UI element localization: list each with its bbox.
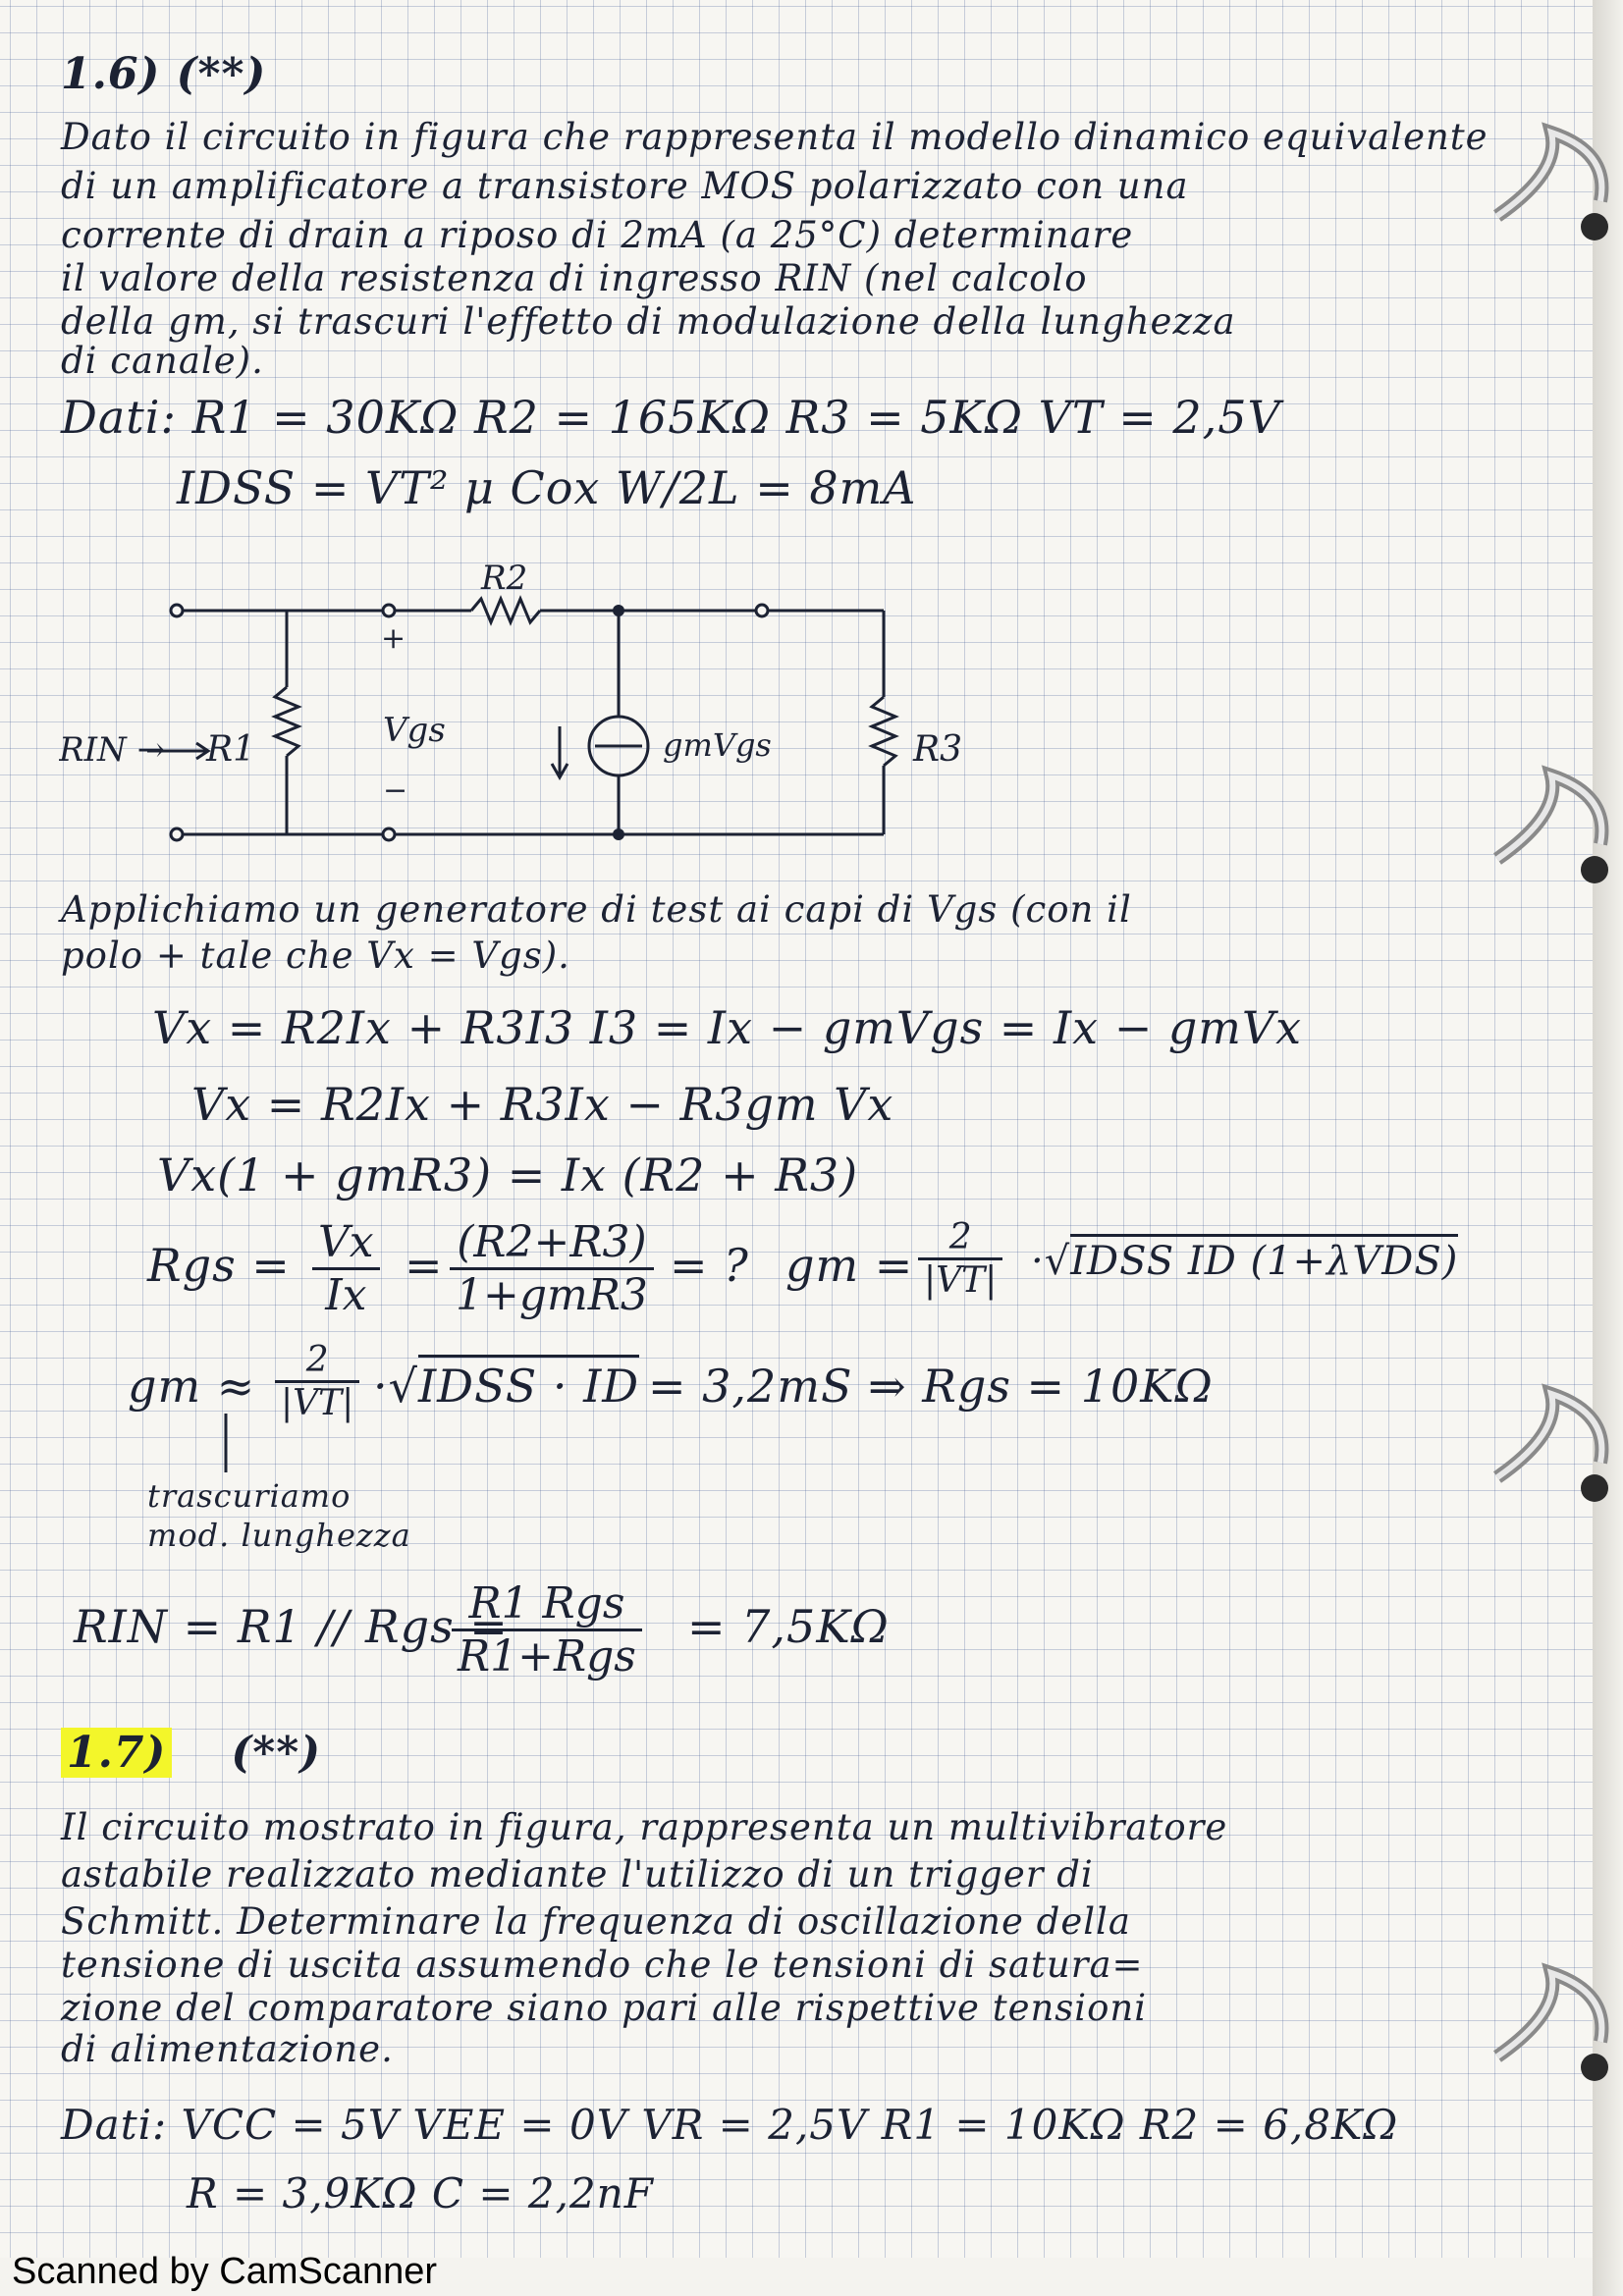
binder-ring-icon — [1492, 1953, 1620, 2101]
label-plus: + — [381, 621, 406, 656]
gm-sqrt: ·√IDSS ID (1+λVDS) — [1031, 1239, 1458, 1284]
rgs-fraction-2 — [450, 1217, 654, 1320]
note-line: trascuriamo — [147, 1477, 352, 1515]
sqrt-content: IDSS ID (1+λVDS) — [1070, 1234, 1458, 1284]
fraction-numerator: 2 — [918, 1217, 1002, 1260]
equation-2: Vx = R2Ix + R3Ix − R3gm Vx — [191, 1078, 894, 1131]
equation-1: Vx = R2Ix + R3I3 I3 = Ix − gmVgs = Ix − gmVx — [152, 1001, 1303, 1054]
intro-line: di canale). — [61, 340, 264, 382]
intro-line: zione del comparatore siano pari alle rispettive tensioni — [61, 1987, 1148, 2029]
intro-line: Il circuito mostrato in figura, rappresenta un multivibratore — [61, 1806, 1228, 1848]
annotation-line — [216, 1414, 236, 1482]
label-minus: − — [383, 774, 408, 808]
intro-line: astabile realizzato mediante l'utilizzo di un trigger di — [61, 1853, 1094, 1896]
data-line: Dati: VCC = 5V VEE = 0V VR = 2,5V R1 = 10KΩ R2 = 6,8KΩ — [61, 2101, 1399, 2149]
intro-line: di alimentazione. — [61, 2028, 394, 2070]
intro-line: Schmitt. Determinare la frequenza di oscillazione della — [61, 1900, 1131, 1943]
label-r2: R2 — [481, 559, 528, 598]
gm2-lhs: gm ≈ — [128, 1360, 256, 1413]
fraction-numerator: R1 Rgs — [452, 1578, 642, 1631]
page-edge — [1593, 0, 1623, 2296]
gm-fraction — [918, 1217, 1002, 1301]
fraction-denominator: 1+gmR3 — [456, 1270, 648, 1320]
label-vgs: Vgs — [383, 711, 446, 750]
method-line: Applichiamo un generatore di test ai capi di Vgs (con il — [61, 888, 1132, 931]
data-line: IDSS = VT² μ Cox W/2L = 8mA — [177, 461, 917, 514]
fraction-numerator: Vx — [312, 1217, 380, 1270]
fraction-denominator: Ix — [325, 1270, 367, 1320]
intro-line: Dato il circuito in figura che rappresenta il modello dinamico equivalente — [61, 116, 1488, 158]
problem-1-6-heading: 1.6) (**) — [61, 49, 267, 99]
intro-line: della gm, si trascuri l'effetto di modulazione della lunghezza — [61, 300, 1236, 343]
circuit-diagram — [59, 550, 1021, 864]
highlighted-heading: 1.7) — [61, 1728, 172, 1778]
rin-fraction — [452, 1578, 642, 1682]
gm2-fraction — [275, 1340, 359, 1423]
rin-lhs: RIN = R1 // Rgs = — [74, 1600, 509, 1653]
fraction-denominator: R1+Rgs — [458, 1631, 636, 1682]
note-line: mod. lunghezza — [147, 1517, 411, 1554]
difficulty-stars: (**) — [231, 1728, 322, 1778]
problem-1-7-heading — [61, 1728, 321, 1778]
intro-line: tensione di uscita assumendo che le tensioni di satura= — [61, 1944, 1144, 1986]
binder-ring-icon — [1492, 1374, 1620, 1522]
intro-line: corrente di drain a riposo di 2mA (a 25°C) determinare — [61, 214, 1134, 256]
gm-lhs: gm = — [785, 1239, 914, 1292]
sqrt-content: IDSS · ID — [418, 1355, 639, 1413]
label-r3: R3 — [913, 729, 963, 770]
label-rin: RIN → — [59, 730, 166, 770]
rgs-fraction — [312, 1217, 380, 1320]
label-r1: R1 — [206, 729, 256, 770]
rgs-lhs: Rgs = — [147, 1239, 291, 1292]
fraction-denominator: |VT| — [281, 1383, 354, 1423]
fraction-numerator: (R2+R3) — [450, 1217, 654, 1270]
intro-line: il valore della resistenza di ingresso RIN (nel calcolo — [61, 257, 1088, 299]
data-line: R = 3,9KΩ C = 2,2nF — [187, 2169, 654, 2217]
binder-ring-icon — [1492, 113, 1620, 260]
label-gm-source: gmVgs — [663, 726, 772, 764]
intro-line: di un amplificatore a transistore MOS polarizzato con una — [61, 165, 1189, 207]
scanner-watermark: Scanned by CamScanner — [12, 2251, 438, 2292]
fraction-denominator: |VT| — [924, 1260, 998, 1301]
equals-sign: = — [405, 1239, 444, 1292]
binder-ring-icon — [1492, 756, 1620, 903]
method-line: polo + tale che Vx = Vgs). — [61, 934, 570, 977]
question-mark: = ? — [670, 1239, 749, 1292]
rin-result: = 7,5KΩ — [687, 1600, 890, 1653]
fraction-numerator: 2 — [275, 1340, 359, 1383]
gm2-result: = 3,2mS ⇒ Rgs = 10KΩ — [648, 1360, 1214, 1413]
gm2-sqrt: ·√IDSS · ID — [373, 1360, 639, 1413]
equation-3: Vx(1 + gmR3) = Ix (R2 + R3) — [157, 1148, 859, 1201]
data-line: Dati: R1 = 30KΩ R2 = 165KΩ R3 = 5KΩ VT = 2,5V — [61, 391, 1281, 444]
